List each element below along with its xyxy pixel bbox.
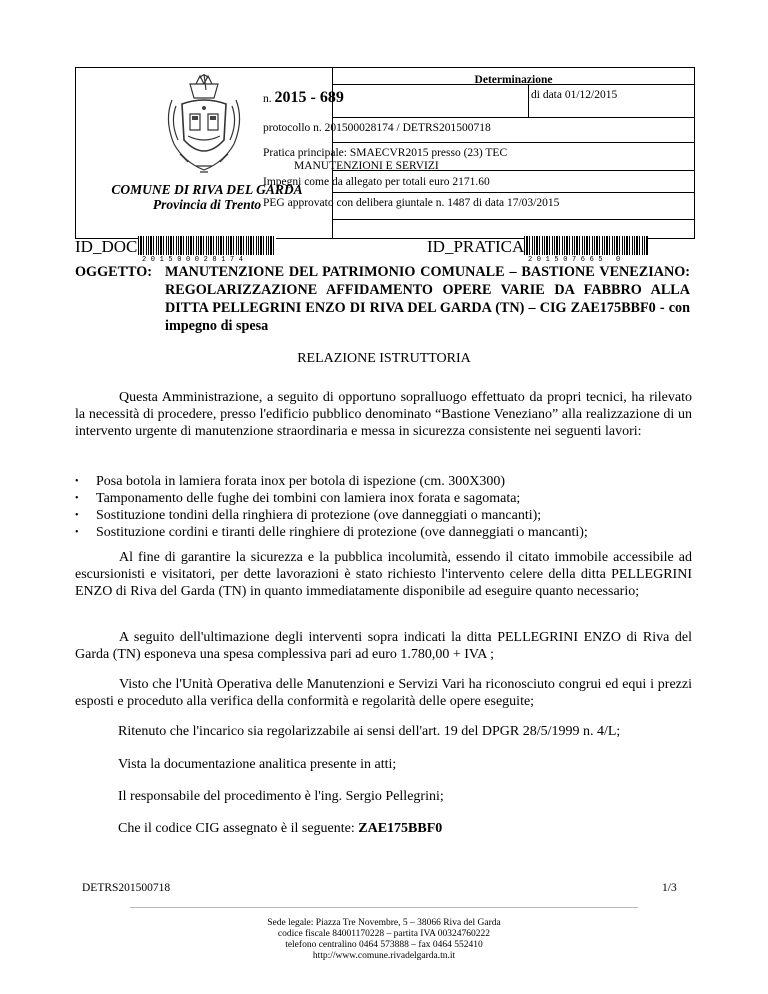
paragraph-6: Vista la documentazione analitica presente in atti;: [118, 757, 397, 772]
id-pratica-label: ID_PRATICA: [427, 237, 525, 256]
paragraph-4: Visto che l'Unità Operativa delle Manutenzioni e Servizi Vari ha riconosciuto congrui ed equi i prezzi esposti e proceduto alla verifica della conformità e regolarità delle opere eseguite;: [75, 677, 692, 709]
paragraph-2: Al fine di garantire la sicurezza e la pubblica incolumità, essendo il citato immobile accessibile ad escursionisti e visitatori, per dette lavorazioni è stato richiesto l'intervento celere della ditta PELLEGRINI ENZO di Riva del Garda (TN) in quanto immediatamente disponibile ad eseguire quanto necessario;: [75, 550, 692, 599]
peg: PEG approvato con delibera giuntale n. 1487 di data 17/03/2015: [263, 197, 560, 209]
paragraph-3: A seguito dell'ultimazione degli interventi sopra indicati la ditta PELLEGRINI ENZO di Riva del Garda (TN) esponeva una spesa complessiva pari ad euro 1.780,00 + IVA ;: [75, 630, 692, 662]
footer-divider: [130, 907, 638, 908]
relazione-heading: RELAZIONE ISTRUTTORIA: [297, 351, 471, 366]
protocollo: protocollo n. 201500028174 / DETRS201500718: [263, 122, 491, 134]
id-doc-barcode: [138, 236, 276, 255]
pratica-servizio: MANUTENZIONI E SERVIZI: [294, 160, 439, 172]
determinazione-number: 2015 - 689: [274, 89, 344, 106]
oggetto-text: MANUTENZIONE DEL PATRIMONIO COMUNALE – BASTIONE VENEZIANO: REGOLARIZZAZIONE AFFIDAMENTO OPERE VARIE DA FABBRO ALLA DITTA PELLEGRINI ENZO DI RIVA DEL GARDA (TN) – CIG ZAE175BBF0 - con impegno di spesa: [165, 264, 690, 334]
numero-prefix: n.: [263, 93, 272, 105]
id-doc-digits: 201500028174: [142, 256, 248, 264]
comune-name: COMUNE DI RIVA DEL GARDA: [111, 182, 303, 197]
pratica-principale: Pratica principale: SMAECVR2015 presso (23) TEC: [263, 147, 508, 159]
sede-line: Sede legale: Piazza Tre Novembre, 5 – 38066 Riva del Garda: [267, 918, 501, 928]
lavori-list: [75, 473, 588, 541]
sede-legale: [0, 918, 768, 962]
coat-of-arms-icon: [160, 70, 248, 178]
provincia-name: Provincia di Trento: [152, 197, 262, 212]
row-divider: [332, 219, 695, 220]
id-doc-label: ID_DOC: [75, 237, 138, 256]
id-pratica-barcode: [524, 236, 648, 255]
row-divider: [332, 192, 695, 193]
determinazione-date: di data 01/12/2015: [531, 89, 618, 101]
determinazione-label: Determinazione: [474, 74, 553, 86]
cig-prefix: Che il codice CIG assegnato è il seguente:: [118, 821, 359, 836]
cig-code: ZAE175BBF0: [358, 821, 443, 836]
paragraph-5: Ritenuto che l'incarico sia regolarizzabile ai sensi dell'art. 19 del DPGR 28/5/1999 n. 4/L;: [118, 724, 621, 739]
list-item: • Tamponamento delle fughe dei tombini con lamiera inox forata e sagomata;: [75, 490, 588, 507]
row-divider: [332, 142, 695, 143]
list-item: • Sostituzione cordini e tiranti delle ringhiere di protezione (ove danneggiati o mancanti);: [75, 524, 588, 541]
paragraph-7: Il responsabile del procedimento è l'ing. Sergio Pellegrini;: [118, 789, 444, 804]
list-item: • Posa botola in lamiera forata inox per botola di ispezione (cm. 300X300): [75, 473, 588, 490]
sede-line: codice fiscale 84001170228 – partita IVA 00324760222: [277, 929, 491, 939]
paragraph-8: [118, 820, 442, 837]
row-divider: [332, 117, 695, 118]
id-pratica-digits: 201507665 0: [528, 256, 625, 264]
sede-website: http://www.comune.rivadelgarda.tn.it: [312, 951, 456, 961]
oggetto-label: OGGETTO:: [75, 264, 152, 280]
page-number: 1/3: [662, 882, 677, 894]
number-date-divider: [528, 84, 529, 117]
list-item: • Sostituzione tondini della ringhiera di protezione (ove danneggiati o mancanti);: [75, 507, 588, 524]
footer-doc-code: DETRS201500718: [82, 882, 171, 894]
impegni: Impegni come da allegato per totali euro 2171.60: [263, 176, 490, 188]
paragraph-1: Questa Amministrazione, a seguito di opportuno sopralluogo effettuato da propri tecnici, ha rilevato la necessità di procedere, presso l'edificio pubblico denominato “Bastione Veneziano” alla realizzazione di un intervento urgente di manutenzione straordinaria e messa in sicurezza consistente nei seguenti lavori:: [75, 390, 692, 439]
numero-row: [263, 91, 344, 106]
sede-line: telefono centralino 0464 573888 – fax 0464 552410: [285, 940, 483, 950]
